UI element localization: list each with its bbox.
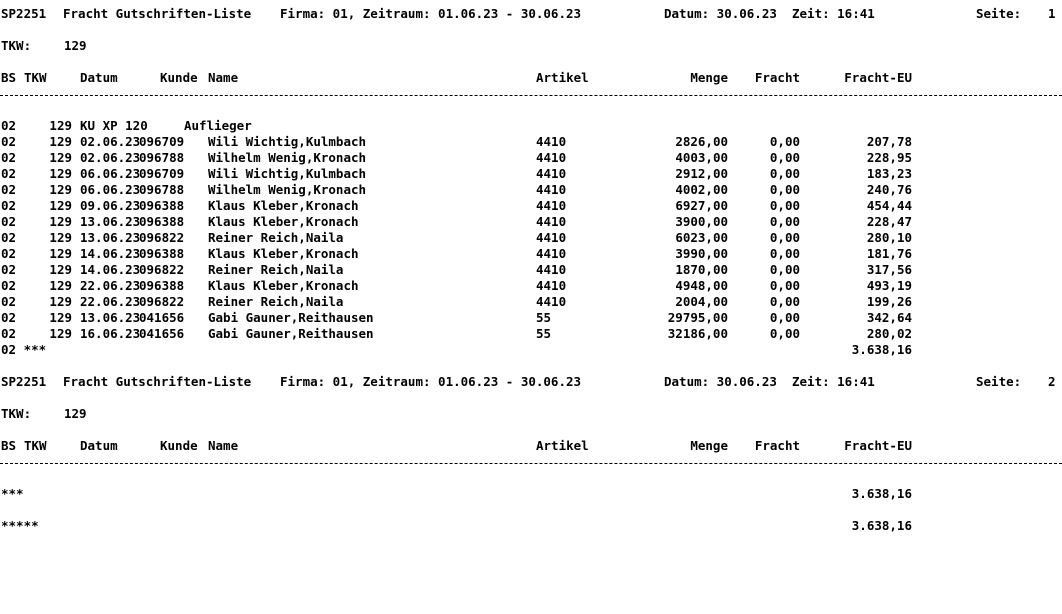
cell-tkw: 129: [49, 294, 72, 309]
cell-bs: 02: [1, 198, 17, 213]
column-headers: [0, 70, 912, 86]
cell-menge: 6927,00: [675, 198, 728, 213]
cell-fracht: 0,00: [769, 278, 800, 293]
col-artikel: Artikel: [536, 70, 589, 85]
cell-fracht-eu: 207,78: [866, 134, 912, 149]
cell-menge: 4003,00: [675, 150, 728, 165]
cell-fracht-eu: 342,64: [866, 310, 912, 325]
cell-tkw: 129: [49, 134, 72, 149]
cell-menge: 3990,00: [675, 246, 728, 261]
cell-name: Reiner Reich,Naila: [208, 262, 344, 277]
col-kunde: Kunde: [160, 70, 198, 85]
cell-datum: 06.06.23: [80, 166, 141, 181]
separator-line: [0, 86, 1062, 102]
cell-bs: 02: [1, 310, 17, 325]
cell-fracht-eu: 183,23: [866, 166, 912, 181]
table-row: [0, 182, 1062, 198]
cell-fracht: 0,00: [769, 198, 800, 213]
cell-datum: 16.06.23: [80, 326, 141, 341]
cell-fracht-eu: 228,47: [866, 214, 912, 229]
cell-artikel: 4410: [536, 182, 567, 197]
cell-bs: 02: [1, 294, 17, 309]
cell-name: Reiner Reich,Naila: [208, 230, 344, 245]
total-label: ***: [1, 486, 24, 501]
page-label: Seite:: [976, 374, 1022, 389]
cell-tkw: 129: [49, 198, 72, 213]
tkw-value: 129: [64, 406, 87, 421]
table-row: [0, 230, 1062, 246]
cell-tkw: 129: [49, 310, 72, 325]
cell-fracht-eu: 228,95: [866, 150, 912, 165]
separator-line: [0, 454, 1062, 470]
total-line: [0, 486, 1062, 502]
table-row: [0, 150, 1062, 166]
cell-artikel: 4410: [536, 294, 567, 309]
cell-fracht: 0,00: [769, 134, 800, 149]
col-name: Name: [208, 70, 239, 85]
firma-period: Firma: 01, Zeitraum: 01.06.23 - 30.06.23: [280, 6, 582, 21]
cell-kunde: 096709: [139, 166, 185, 181]
subtotal-label: 02 ***: [1, 342, 47, 357]
cell-artikel: 4410: [536, 214, 567, 229]
cell-name: Wilhelm Wenig,Kronach: [208, 182, 367, 197]
program-code: SP2251: [1, 374, 47, 389]
col-bs: BS: [1, 70, 17, 85]
cell-bs: 02: [1, 262, 17, 277]
cell-artikel: 4410: [536, 278, 567, 293]
cell-fracht: 0,00: [769, 310, 800, 325]
tkw-label: TKW:: [1, 406, 32, 421]
cell-tkw: 129: [49, 262, 72, 277]
table-row: [0, 166, 1062, 182]
cell-menge: 2826,00: [675, 134, 728, 149]
col-datum: Datum: [80, 438, 118, 453]
col-fracht: Fracht: [754, 70, 800, 85]
cell-kunde: 096388: [139, 214, 185, 229]
cell-menge: 4002,00: [675, 182, 728, 197]
cell-datum: 22.06.23: [80, 294, 141, 309]
cell-kunde: 096822: [139, 294, 185, 309]
table-row: [0, 310, 1062, 326]
col-tkw: TKW: [24, 70, 47, 85]
report-title: Fracht Gutschriften-Liste: [63, 374, 252, 389]
cell-bs: 02: [1, 150, 17, 165]
cell-menge: 2912,00: [675, 166, 728, 181]
table-row: [0, 326, 1062, 342]
page-header: [0, 6, 1056, 22]
cell-bs: 02: [1, 230, 17, 245]
cell-menge: 29795,00: [667, 310, 728, 325]
table-row: [0, 214, 1062, 230]
group-vehicle: KU XP 120: [80, 118, 148, 133]
program-code: SP2251: [1, 6, 47, 21]
cell-tkw: 129: [49, 326, 72, 341]
cell-fracht-eu: 240,76: [866, 182, 912, 197]
cell-artikel: 4410: [536, 246, 567, 261]
tkw-label: TKW:: [1, 38, 32, 53]
cell-fracht: 0,00: [769, 214, 800, 229]
cell-fracht-eu: 181,76: [866, 246, 912, 261]
table-row: [0, 246, 1062, 262]
cell-bs: 02: [1, 214, 17, 229]
cell-kunde: 096822: [139, 262, 185, 277]
cell-name: Klaus Kleber,Kronach: [208, 198, 359, 213]
cell-name: Gabi Gauner,Reithausen: [208, 310, 374, 325]
grand-total-value: 3.638,16: [851, 518, 912, 533]
cell-artikel: 55: [536, 310, 552, 325]
firma-period: Firma: 01, Zeitraum: 01.06.23 - 30.06.23: [280, 374, 582, 389]
cell-fracht: 0,00: [769, 262, 800, 277]
cell-kunde: 096822: [139, 230, 185, 245]
col-datum: Datum: [80, 70, 118, 85]
cell-artikel: 55: [536, 326, 552, 341]
group-description: Auflieger: [184, 118, 252, 133]
tkw-line: [0, 38, 87, 54]
cell-fracht-eu: 280,10: [866, 230, 912, 245]
cell-kunde: 096388: [139, 246, 185, 261]
cell-menge: 1870,00: [675, 262, 728, 277]
tkw-line: [0, 406, 87, 422]
total-value: 3.638,16: [851, 486, 912, 501]
cell-tkw: 129: [49, 214, 72, 229]
col-kunde: Kunde: [160, 438, 198, 453]
cell-fracht: 0,00: [769, 246, 800, 261]
cell-artikel: 4410: [536, 230, 567, 245]
cell-bs: 02: [1, 182, 17, 197]
cell-name: Wili Wichtig,Kulmbach: [208, 134, 367, 149]
col-menge: Menge: [690, 70, 728, 85]
tkw-value: 129: [64, 38, 87, 53]
cell-name: Wili Wichtig,Kulmbach: [208, 166, 367, 181]
cell-datum: 13.06.23: [80, 214, 141, 229]
col-menge: Menge: [690, 438, 728, 453]
cell-kunde: 096709: [139, 134, 185, 149]
cell-datum: 22.06.23: [80, 278, 141, 293]
cell-menge: 2004,00: [675, 294, 728, 309]
cell-fracht-eu: 317,56: [866, 262, 912, 277]
print-time: Zeit: 16:41: [792, 6, 875, 21]
cell-artikel: 4410: [536, 198, 567, 213]
cell-bs: 02: [1, 134, 17, 149]
cell-fracht: 0,00: [769, 166, 800, 181]
cell-artikel: 4410: [536, 134, 567, 149]
cell-bs: 02: [1, 166, 17, 181]
cell-name: Klaus Kleber,Kronach: [208, 214, 359, 229]
group-bs: 02: [1, 118, 17, 133]
cell-fracht-eu: 493,19: [866, 278, 912, 293]
cell-menge: 6023,00: [675, 230, 728, 245]
cell-tkw: 129: [49, 230, 72, 245]
table-row: [0, 278, 1062, 294]
cell-datum: 13.06.23: [80, 310, 141, 325]
cell-tkw: 129: [49, 278, 72, 293]
cell-name: Klaus Kleber,Kronach: [208, 246, 359, 261]
col-artikel: Artikel: [536, 438, 589, 453]
subtotal-value: 3.638,16: [851, 342, 912, 357]
cell-fracht: 0,00: [769, 182, 800, 197]
cell-kunde: 096388: [139, 198, 185, 213]
page-header: [0, 374, 1056, 390]
cell-kunde: 096388: [139, 278, 185, 293]
grand-total-line: [0, 518, 1062, 534]
cell-menge: 4948,00: [675, 278, 728, 293]
page-number: 2: [1048, 374, 1056, 389]
cell-menge: 3900,00: [675, 214, 728, 229]
cell-bs: 02: [1, 246, 17, 261]
cell-artikel: 4410: [536, 262, 567, 277]
cell-fracht-eu: 454,44: [866, 198, 912, 213]
page-number: 1: [1048, 6, 1056, 21]
cell-name: Klaus Kleber,Kronach: [208, 278, 359, 293]
page-label: Seite:: [976, 6, 1022, 21]
table-row: [0, 262, 1062, 278]
cell-name: Gabi Gauner,Reithausen: [208, 326, 374, 341]
subtotal-line: [0, 342, 1062, 358]
cell-fracht-eu: 280,02: [866, 326, 912, 341]
cell-tkw: 129: [49, 150, 72, 165]
cell-datum: 14.06.23: [80, 246, 141, 261]
report-title: Fracht Gutschriften-Liste: [63, 6, 252, 21]
table-row: [0, 198, 1062, 214]
cell-datum: 14.06.23: [80, 262, 141, 277]
col-fracht-eu: Fracht-EU: [844, 438, 912, 453]
cell-datum: 02.06.23: [80, 150, 141, 165]
table-row: [0, 294, 1062, 310]
cell-bs: 02: [1, 326, 17, 341]
column-headers: [0, 438, 912, 454]
cell-tkw: 129: [49, 182, 72, 197]
cell-datum: 02.06.23: [80, 134, 141, 149]
cell-name: Reiner Reich,Naila: [208, 294, 344, 309]
cell-fracht: 0,00: [769, 294, 800, 309]
cell-fracht: 0,00: [769, 230, 800, 245]
cell-datum: 13.06.23: [80, 230, 141, 245]
cell-fracht: 0,00: [769, 150, 800, 165]
cell-datum: 06.06.23: [80, 182, 141, 197]
col-fracht: Fracht: [754, 438, 800, 453]
cell-bs: 02: [1, 278, 17, 293]
cell-tkw: 129: [49, 246, 72, 261]
group-tkw: 129: [49, 118, 72, 133]
cell-artikel: 4410: [536, 166, 567, 181]
col-fracht-eu: Fracht-EU: [844, 70, 912, 85]
print-date: Datum: 30.06.23: [664, 6, 777, 21]
col-name: Name: [208, 438, 239, 453]
grand-total-label: *****: [1, 518, 39, 533]
print-time: Zeit: 16:41: [792, 374, 875, 389]
col-bs: BS: [1, 438, 17, 453]
cell-kunde: 096788: [139, 182, 185, 197]
cell-fracht-eu: 199,26: [866, 294, 912, 309]
cell-tkw: 129: [49, 166, 72, 181]
group-line: [0, 118, 252, 134]
table-row: [0, 134, 1062, 150]
cell-name: Wilhelm Wenig,Kronach: [208, 150, 367, 165]
cell-kunde: 041656: [139, 310, 185, 325]
col-tkw: TKW: [24, 438, 47, 453]
cell-kunde: 041656: [139, 326, 185, 341]
cell-datum: 09.06.23: [80, 198, 141, 213]
cell-menge: 32186,00: [667, 326, 728, 341]
cell-kunde: 096788: [139, 150, 185, 165]
cell-fracht: 0,00: [769, 326, 800, 341]
cell-artikel: 4410: [536, 150, 567, 165]
print-date: Datum: 30.06.23: [664, 374, 777, 389]
